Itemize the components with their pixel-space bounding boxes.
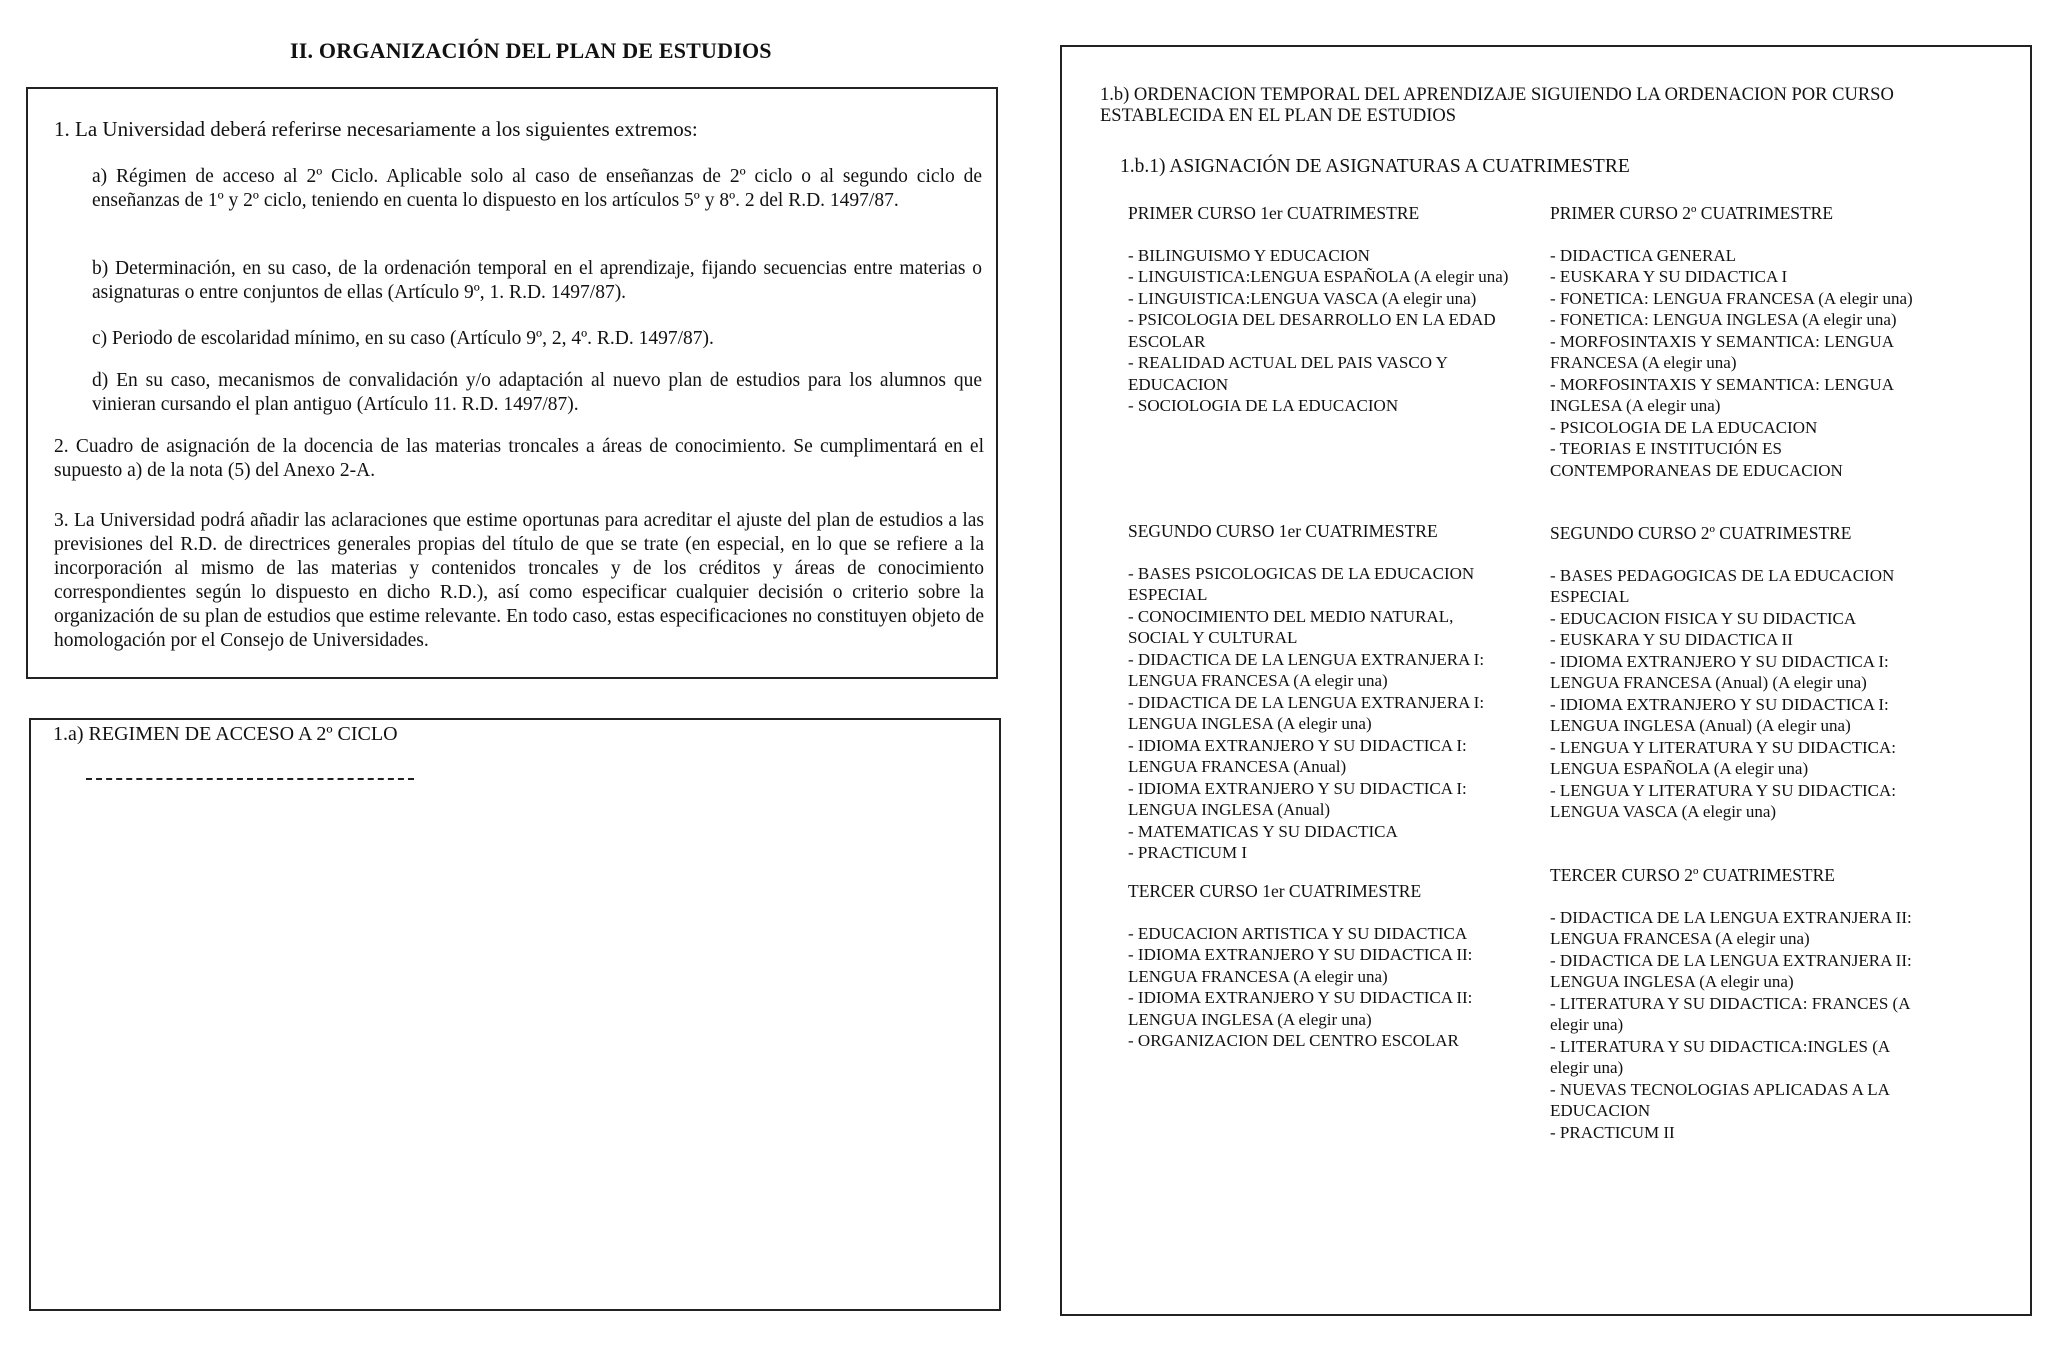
course-item: - MATEMATICAS Y SU DIDACTICA (1128, 821, 1398, 841)
page-title: II. ORGANIZACIÓN DEL PLAN DE ESTUDIOS (290, 38, 772, 63)
course-title: SEGUNDO CURSO 2º CUATRIMESTRE (1550, 523, 1852, 543)
course-item: - BASES PSICOLOGICAS DE LA EDUCACION ESPECIAL (1128, 563, 1479, 604)
course-title: PRIMER CURSO 1er CUATRIMESTRE (1128, 203, 1420, 223)
course-item: - DIDACTICA DE LA LENGUA EXTRANJERA II: LENGUA FRANCESA (A elegir una) (1550, 907, 1916, 948)
ordenacion-subtitle: 1.b.1) ASIGNACIÓN DE ASIGNATURAS A CUATRIMESTRE (1120, 156, 1630, 177)
course-item: - BASES PEDAGOGICAS DE LA EDUCACION ESPECIAL (1550, 565, 1899, 606)
course-item: - SOCIOLOGIA DE LA EDUCACION (1128, 396, 1399, 415)
note-a: a) Régimen de acceso al 2º Ciclo. Aplicable solo al caso de enseñanzas de 2º ciclo o al segundo ciclo de enseñanzas de 1º y 2º ciclo, teniendo en cuenta lo dispuesto en los artículos 5º y 8º. 2 del R.D. 1497/87. (92, 166, 982, 211)
course-item: - LITERATURA Y SU DIDACTICA: FRANCES (A elegir una) (1550, 993, 1914, 1034)
notes-box (26, 87, 998, 679)
course-block (1128, 203, 1518, 417)
course-item: - LENGUA Y LITERATURA Y SU DIDACTICA: LENGUA VASCA (A elegir una) (1550, 780, 1901, 821)
course-block (1550, 203, 1930, 481)
course-title: SEGUNDO CURSO 1er CUATRIMESTRE (1128, 521, 1438, 541)
course-item: - DIDACTICA DE LA LENGUA EXTRANJERA I: LENGUA INGLESA (A elegir una) (1128, 692, 1489, 733)
course-item: - EUSKARA Y SU DIDACTICA II (1550, 630, 1793, 649)
note-intro: 1. La Universidad deberá referirse necesariamente a los siguientes extremos: (54, 117, 698, 141)
course-item: - EDUCACION FISICA Y SU DIDACTICA (1550, 608, 1857, 628)
course-item: - FONETICA: LENGUA FRANCESA (A elegir una) (1550, 288, 1913, 308)
course-item: - PRACTICUM II (1550, 1122, 1675, 1142)
course-item: - LINGUISTICA:LENGUA VASCA (A elegir una) (1128, 288, 1477, 308)
course-block (1128, 521, 1518, 864)
note-d: d) En su caso, mecanismos de convalidación y/o adaptación al nuevo plan de estudios para los alumnos que vinieran cursando el plan antiguo (Artículo 11. R.D. 1497/87). (92, 370, 982, 415)
note-b: b) Determinación, en su caso, de la ordenación temporal en el aprendizaje, fijando secuencias entre materias o asignaturas o entre conjuntos de ellas (Artículo 9º, 1. R.D. 1497/87). (92, 258, 982, 303)
course-item: - PSICOLOGIA DE LA EDUCACION (1550, 417, 1818, 437)
course-item: - TEORIAS E INSTITUCIÓN ES CONTEMPORANEAS DE EDUCACION (1550, 439, 1843, 480)
course-item: - IDIOMA EXTRANJERO Y SU DIDACTICA II: LENGUA INGLESA (A elegir una) (1128, 988, 1477, 1029)
course-item: - IDIOMA EXTRANJERO Y SU DIDACTICA I: LENGUA FRANCESA (Anual) (1128, 735, 1471, 776)
course-item: - MORFOSINTAXIS Y SEMANTICA: LENGUA FRANCESA (A elegir una) (1550, 331, 1898, 372)
dashed-separator (86, 778, 414, 780)
course-item: - IDIOMA EXTRANJERO Y SU DIDACTICA I: LENGUA INGLESA (Anual) (1128, 778, 1471, 819)
course-item: - LINGUISTICA:LENGUA ESPAÑOLA (A elegir una) (1128, 267, 1509, 286)
course-item: - BILINGUISMO Y EDUCACION (1128, 245, 1370, 265)
course-block (1550, 523, 1930, 823)
course-item: - IDIOMA EXTRANJERO Y SU DIDACTICA II: LENGUA FRANCESA (A elegir una) (1128, 945, 1477, 986)
acceso-box (29, 718, 1001, 1311)
course-block (1550, 865, 1930, 1143)
course-block (1128, 881, 1518, 1052)
ordenacion-title: 1.b) ORDENACION TEMPORAL DEL APRENDIZAJE SIGUIENDO LA ORDENACION POR CURSO ESTABLECIDA EN EL PLAN DE ESTUDIOS (1100, 85, 1894, 126)
course-title: TERCER CURSO 1er CUATRIMESTRE (1128, 881, 1422, 901)
course-item: - DIDACTICA DE LA LENGUA EXTRANJERA I: LENGUA FRANCESA (A elegir una) (1128, 649, 1489, 690)
course-item: - DIDACTICA GENERAL (1550, 245, 1737, 265)
course-title: TERCER CURSO 2º CUATRIMESTRE (1550, 865, 1835, 885)
acceso-title: 1.a) REGIMEN DE ACCESO A 2º CICLO (53, 723, 398, 745)
note-2: 2. Cuadro de asignación de la docencia de las materias troncales a áreas de conocimiento. Se cumplimentará en el supuesto a) de la nota (5) del Anexo 2-A. (54, 436, 984, 481)
note-c: c) Periodo de escolaridad mínimo, en su caso (Artículo 9º, 2, 4º. R.D. 1497/87). (92, 328, 714, 349)
course-item: - MORFOSINTAXIS Y SEMANTICA: LENGUA INGLESA (A elegir una) (1550, 374, 1898, 415)
course-item: - IDIOMA EXTRANJERO Y SU DIDACTICA I: LENGUA INGLESA (Anual) (A elegir una) (1550, 694, 1893, 735)
course-item: - LITERATURA Y SU DIDACTICA:INGLES (A elegir una) (1550, 1036, 1894, 1077)
course-title: PRIMER CURSO 2º CUATRIMESTRE (1550, 203, 1834, 223)
course-item: - FONETICA: LENGUA INGLESA (A elegir una) (1550, 310, 1897, 329)
course-item: - PSICOLOGIA DEL DESARROLLO EN LA EDAD ESCOLAR (1128, 310, 1500, 351)
course-item: - NUEVAS TECNOLOGIAS APLICADAS A LA EDUCACION (1550, 1079, 1894, 1120)
ordenacion-box (1060, 45, 2032, 1316)
course-item: - EDUCACION ARTISTICA Y SU DIDACTICA (1128, 923, 1468, 943)
note-3: 3. La Universidad podrá añadir las aclaraciones que estime oportunas para acreditar el ajuste del plan de estudios a las previsiones del R.D. de directrices generales propias del título de que se trate (en especial, en lo que se refiere a la incorporación al mismo de las materias y contenidos troncales y de los créditos y áreas de conocimiento correspondientes según lo dispuesto en dicho R.D.), así como especificar cualquier decisión o criterio sobre la organización de su plan de estudios que estime relevante. En todo caso, estas especificaciones no constituyen objeto de homologación por el Consejo de Universidades. (54, 510, 984, 651)
course-item: - EUSKARA Y SU DIDACTICA I (1550, 267, 1788, 286)
course-item: - ORGANIZACION DEL CENTRO ESCOLAR (1128, 1031, 1459, 1050)
course-item: - CONOCIMIENTO DEL MEDIO NATURAL, SOCIAL Y CULTURAL (1128, 606, 1458, 647)
course-item: - IDIOMA EXTRANJERO Y SU DIDACTICA I: LENGUA FRANCESA (Anual) (A elegir una) (1550, 651, 1893, 692)
course-item: - REALIDAD ACTUAL DEL PAIS VASCO Y EDUCACION (1128, 353, 1452, 394)
course-item: - LENGUA Y LITERATURA Y SU DIDACTICA: LENGUA ESPAÑOLA (A elegir una) (1550, 737, 1901, 778)
course-item: - DIDACTICA DE LA LENGUA EXTRANJERA II: LENGUA INGLESA (A elegir una) (1550, 950, 1916, 991)
course-item: - PRACTICUM I (1128, 843, 1248, 862)
